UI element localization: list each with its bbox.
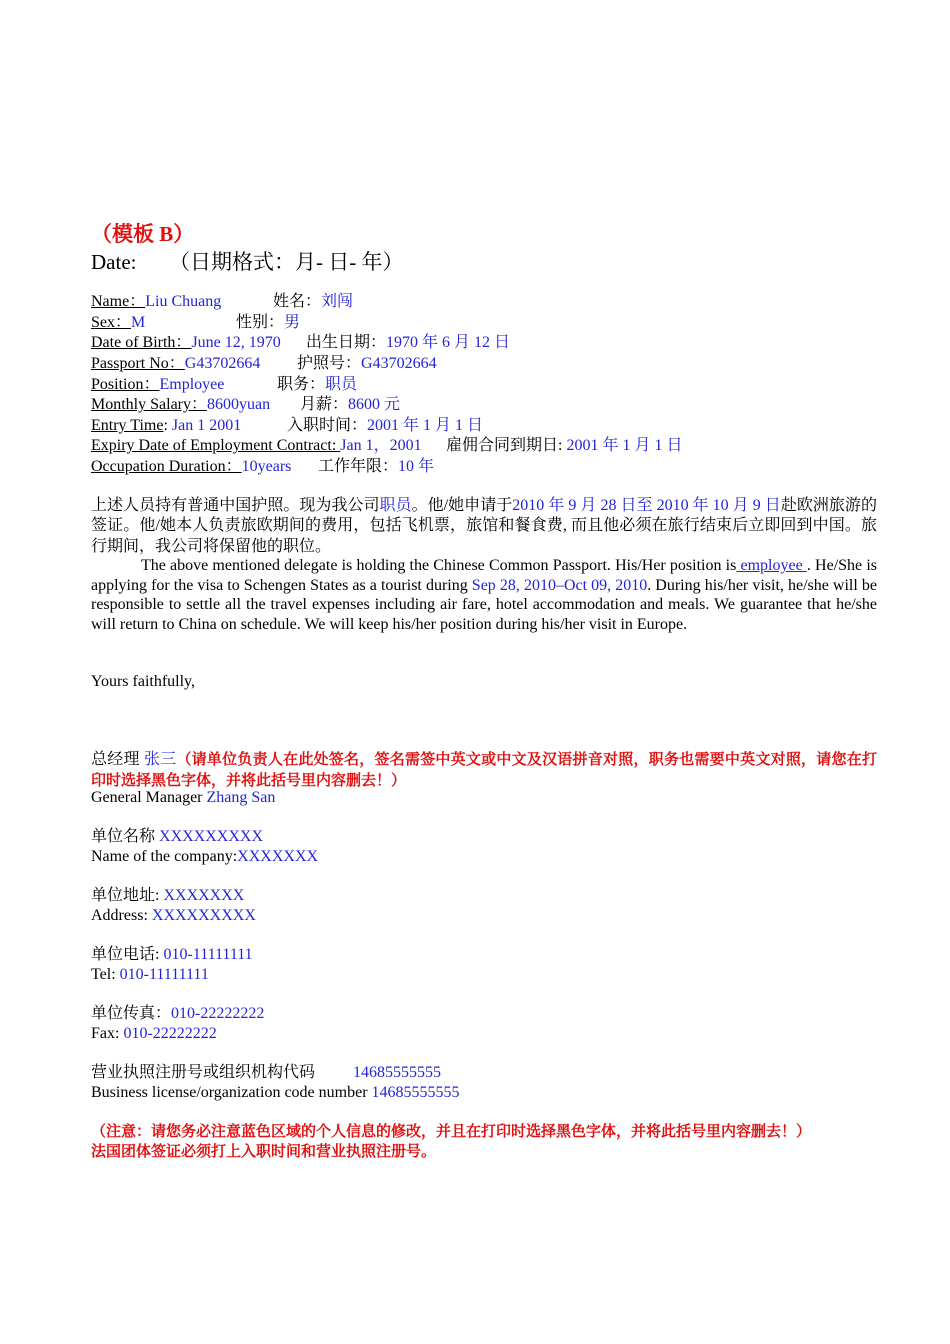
cn-paragraph: 上述人员持有普通中国护照。现为我公司职员。他/她申请于2010 年 9 月 28 日至 2010 年 10 月 9 日赴欧洲旅游的签证。他/她本人负责旅欧期间的费用，包括飞机票，旅馆和餐食费, 而且他必须在旅行结束后立即回到中国。旅行期间，我公司将保留他的职位。 [91, 497, 877, 555]
company-address-zh: 单位地址: XXXXXXX [91, 887, 245, 904]
company-name-zh: 单位名称 XXXXXXXXX [91, 828, 264, 845]
company-name-en: Name of the company:XXXXXXX [91, 848, 319, 865]
info-entry-zh: 入职时间：2001 年 1 月 1 日 [287, 417, 484, 434]
footer-note-line2: 法国团体签证必须打上入职时间和营业执照注册号。 [91, 1144, 437, 1160]
info-sex-zh: 性别：男 [236, 314, 301, 331]
info-sex: Sex：M [91, 314, 146, 331]
template-title: （模板 B） [91, 222, 195, 246]
footer-note-line1: （注意：请您务必注意蓝色区域的个人信息的修改，并且在打印时选择黑色字体，并将此括号里内容删去！） [91, 1124, 812, 1140]
signature-zh: 总经理 张三（请单位负责人在此处签名，签名需签中英文或中文及汉语拼音对照，职务也需要中英文对照，请您在打印时选择黑色字体，并将此括号里内容删去！） [91, 751, 877, 789]
info-dob: Date of Birth：June 12, 1970 [91, 334, 281, 351]
date-label: Date: [91, 250, 137, 274]
info-expiry-zh: 雇佣合同到期日: 2001 年 1 月 1 日 [446, 437, 683, 454]
info-salary-zh: 月薪：8600 元 [300, 396, 401, 413]
info-name: Name：Liu Chuang [91, 293, 222, 310]
signature-en: General Manager Zhang San [91, 789, 276, 806]
en-paragraph: The above mentioned delegate is holding the Chinese Common Passport. His/Her position is employee . He/She is applying for the visa to Schengen States as a tourist during Sep 28, 2010–Oct 09, 2010. During his/her visit, he/she will be responsible to settle all the travel expenses including air fare, hotel accommodation and meals. We guarantee that he/she will return to China on schedule. We will keep his/her position during his/her visit in Europe. [91, 557, 877, 634]
closing: Yours faithfully, [91, 673, 196, 690]
info-expiry: Expiry Date of Employment Contract: Jan 1，2001 [91, 437, 422, 454]
info-entry: Entry Time: Jan 1 2001 [91, 417, 242, 434]
date-line [91, 246, 403, 276]
info-salary: Monthly Salary：8600yuan [91, 396, 271, 413]
company-license-en: Business license/organization code number 14685555555 [91, 1084, 460, 1101]
info-name-zh: 姓名：刘闯 [273, 293, 354, 310]
date-format-note: （日期格式：月- 日- 年） [168, 250, 404, 274]
company-tel-zh: 单位电话: 010-11111111 [91, 946, 253, 963]
company-license-zh: 营业执照注册号或组织机构代码 14685555555 [91, 1064, 442, 1081]
info-duration-zh: 工作年限：10 年 [318, 458, 435, 475]
info-position-zh: 职务：职员 [277, 376, 358, 393]
company-fax-zh: 单位传真：010-22222222 [91, 1005, 265, 1022]
info-passport-zh: 护照号：G43702664 [297, 355, 437, 372]
info-passport: Passport No：G43702664 [91, 355, 261, 372]
company-fax-en: Fax: 010-22222222 [91, 1025, 217, 1042]
company-address-en: Address: XXXXXXXXX [91, 907, 256, 924]
info-duration: Occupation Duration：10years [91, 458, 292, 475]
info-dob-zh: 出生日期：1970 年 6 月 12 日 [306, 334, 511, 351]
info-position: Position：Employee [91, 376, 225, 393]
company-tel-en: Tel: 010-11111111 [91, 966, 209, 983]
